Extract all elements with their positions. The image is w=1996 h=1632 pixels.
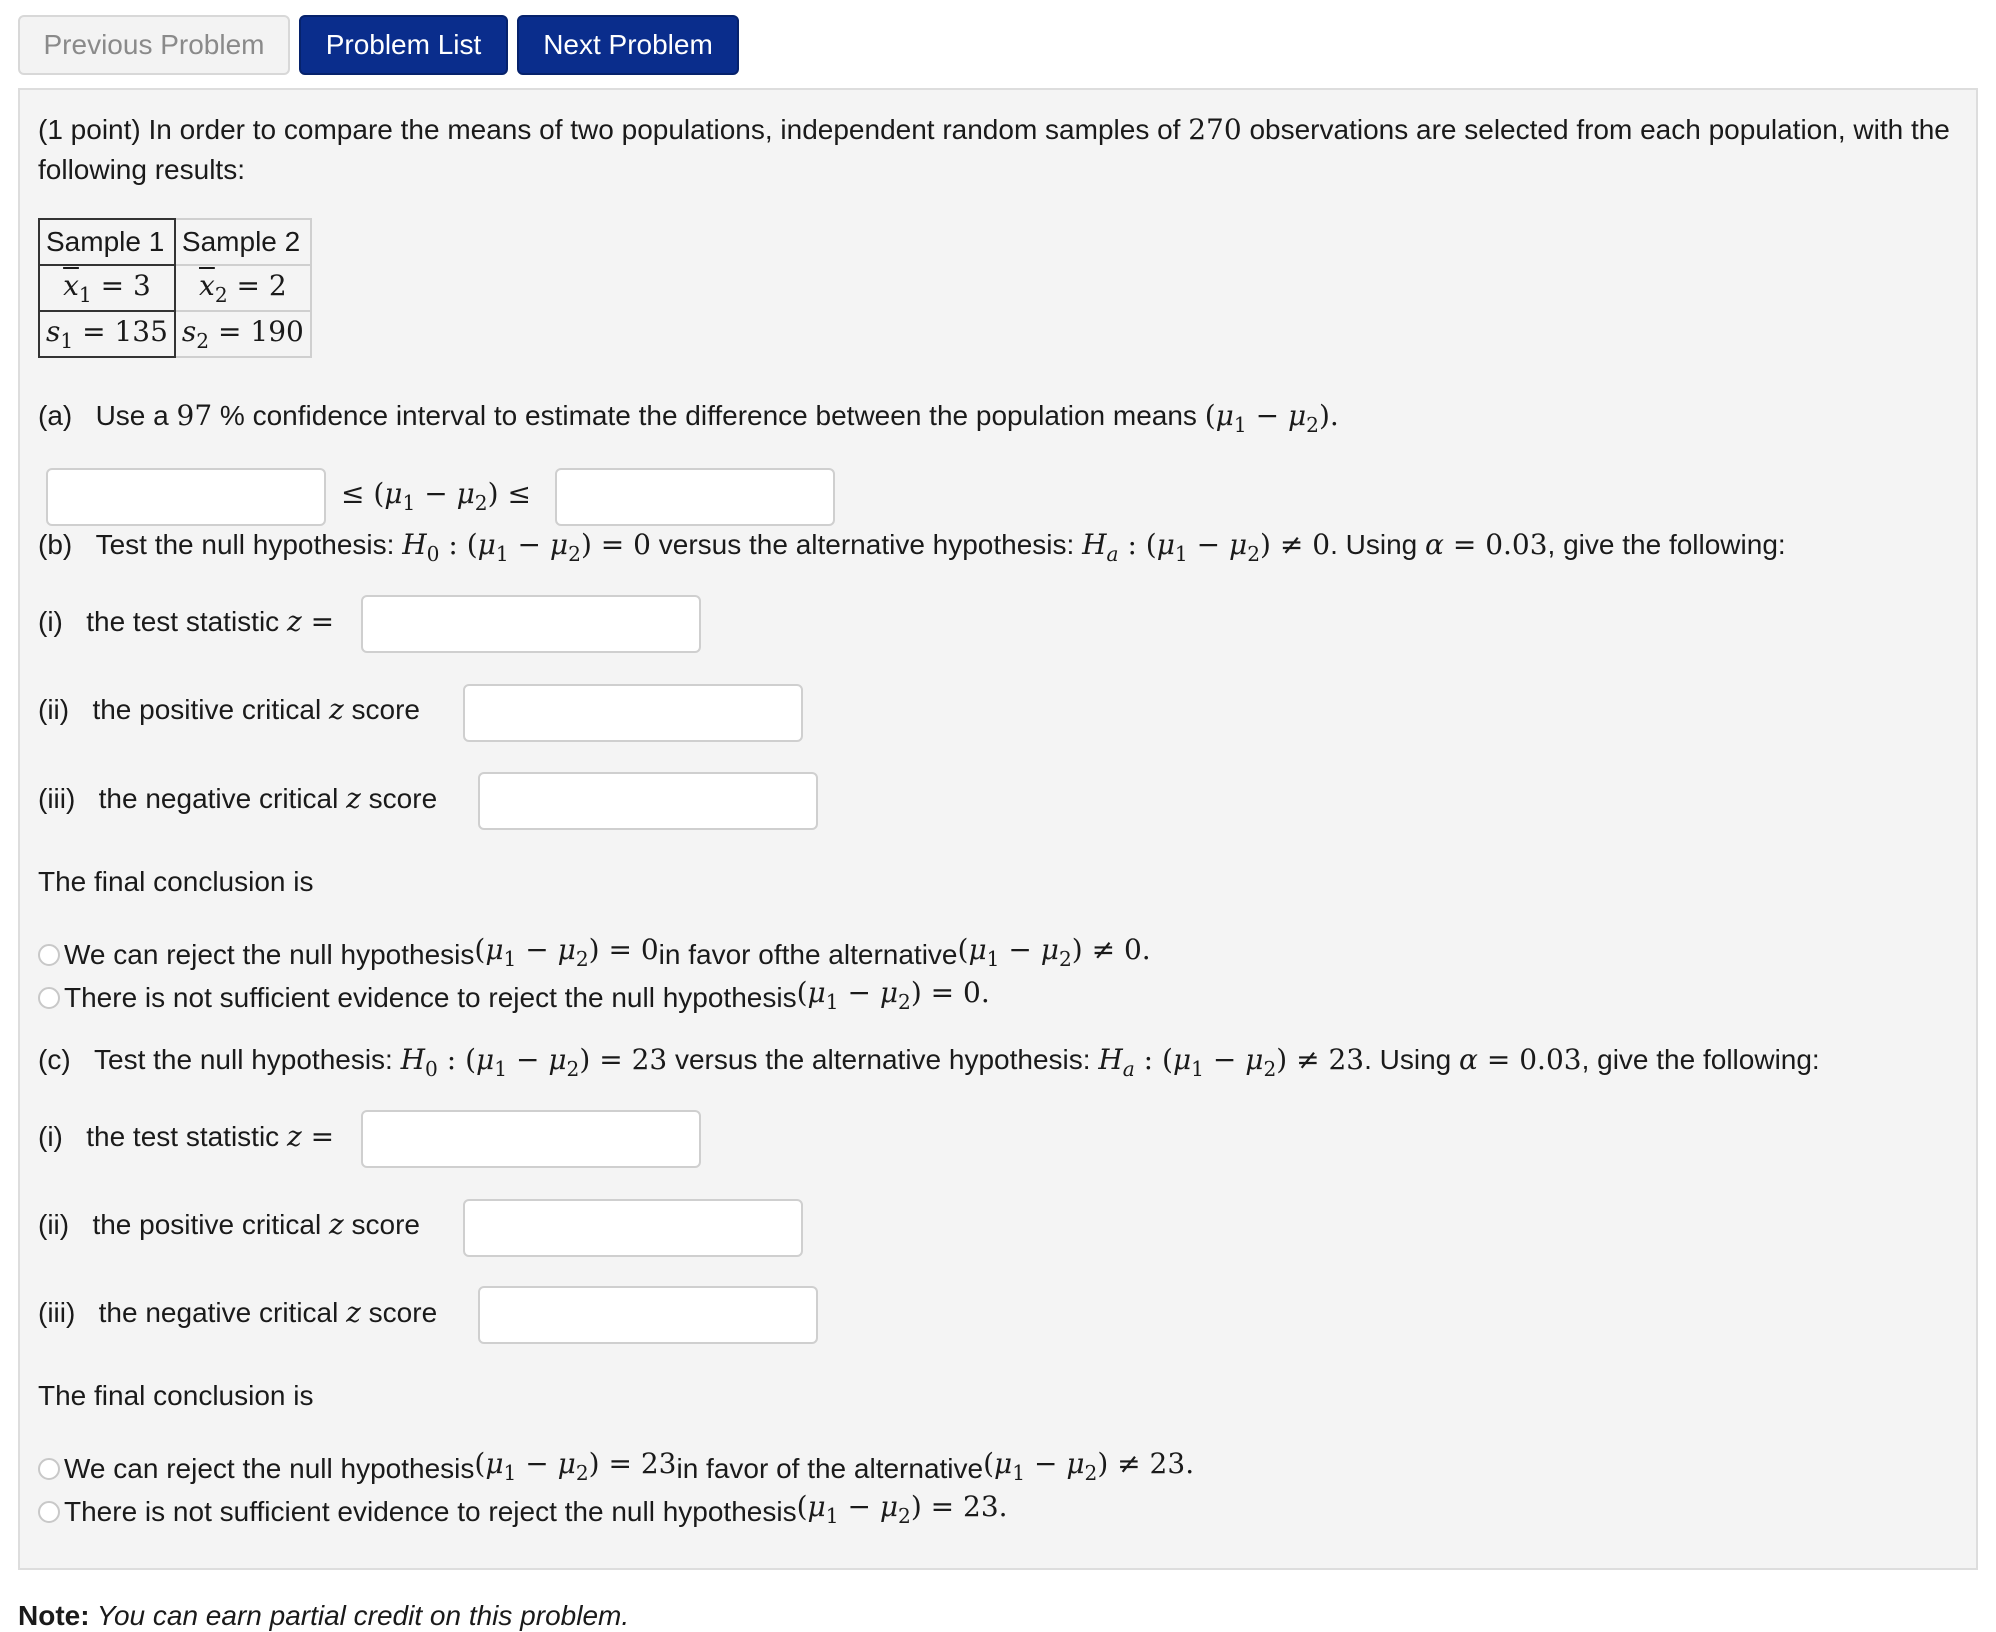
part-c-option-not-reject[interactable]: There is not sufficient evidence to reject the null hypothesis $(\mu_1 - \mu_2) = 23$. — [38, 1487, 1008, 1536]
table-header-sample-1: Sample 1 — [39, 219, 175, 265]
part-c-reject-radio[interactable] — [38, 1458, 60, 1480]
part-b-test-statistic-label: (i) the test statistic z = — [38, 605, 335, 638]
partial-credit-note: Note: You can earn partial credit on this problem. — [18, 1600, 630, 1631]
part-b-positive-critical-input[interactable] — [463, 684, 803, 742]
part-c-positive-critical-label: (ii) the positive critical z score — [38, 1208, 420, 1241]
part-b-reject-radio[interactable] — [38, 944, 60, 966]
next-problem-button[interactable]: Next Problem — [517, 15, 739, 75]
problem-list-button[interactable]: Problem List — [299, 15, 508, 75]
part-c-not-reject-radio[interactable] — [38, 1501, 60, 1523]
part-b-negative-critical-input[interactable] — [478, 772, 818, 830]
ci-lower-input[interactable] — [46, 468, 326, 526]
part-c-test-statistic-label: (i) the test statistic z = — [38, 1120, 335, 1153]
table-row — [39, 311, 311, 357]
table-header-sample-2: Sample 2 — [175, 219, 311, 265]
part-b-option-reject[interactable]: We can reject the null hypothesis $(\mu_1 - \mu_2) = 0$ in favor ofthe alternative $(\mu_1 - \mu_2) \ne 0$. — [38, 930, 1151, 979]
table-cell-s2: $s_2 = 190$ — [175, 311, 311, 357]
part-c-negative-critical-input[interactable] — [478, 1286, 818, 1344]
sample-table — [38, 218, 312, 358]
part-a-question: (a) Use a 97 % confidence interval to estimate the difference between the population means $(\mu_1 - \mu_2)$. — [38, 399, 1339, 438]
part-c-option-reject[interactable]: We can reject the null hypothesis $(\mu_1 - \mu_2) = 23$ in favor of the alternative $(\mu_1 - \mu_2) \ne 23$. — [38, 1444, 1194, 1493]
part-b-option-not-reject[interactable]: There is not sufficient evidence to reject the null hypothesis $(\mu_1 - \mu_2) = 0$. — [38, 973, 990, 1022]
previous-problem-button[interactable]: Previous Problem — [18, 15, 290, 75]
part-b-not-reject-radio[interactable] — [38, 987, 60, 1009]
table-row — [39, 265, 311, 311]
part-b-question: (b) Test the null hypothesis: $H_0$ : $(\mu_1 - \mu_2) = 0$ versus the alternative hypothesis: $H_a$ : $(\mu_1 - \mu_2) \ne 0$. Using α = 0.03, give the following: — [38, 528, 1786, 567]
problem-panel — [18, 88, 1978, 1570]
problem-intro: (1 point) In order to compare the means of two populations, independent random samples of 270 observations are selected from each population, with the following results: — [38, 113, 1950, 185]
part-c-test-statistic-input[interactable] — [361, 1110, 701, 1168]
part-b-test-statistic-input[interactable] — [361, 595, 701, 653]
table-cell-s1: $s_1 = 135$ — [39, 311, 175, 357]
part-c-question: (c) Test the null hypothesis: $H_0$ : $(\mu_1 - \mu_2) = 23$ versus the alternative hypothesis: $H_a$ : $(\mu_1 - \mu_2) \ne 23$. Using α = 0.03, give the following: — [38, 1043, 1820, 1082]
part-c-negative-critical-label: (iii) the negative critical z score — [38, 1296, 438, 1329]
part-b-positive-critical-label: (ii) the positive critical z score — [38, 693, 420, 726]
table-cell-xbar2: $\overline{x}_2 = 2$ — [175, 265, 311, 311]
ci-inequality: ≤ $(\mu_1 - \mu_2)$ ≤ — [341, 477, 531, 516]
part-b-conclusion-label: The final conclusion is — [38, 866, 314, 897]
table-row — [39, 219, 311, 265]
part-c-conclusion-label: The final conclusion is — [38, 1380, 314, 1411]
ci-upper-input[interactable] — [555, 468, 835, 526]
part-b-negative-critical-label: (iii) the negative critical z score — [38, 782, 438, 815]
table-cell-xbar1: $\overline{x}_1 = 3$ — [39, 265, 175, 311]
part-c-positive-critical-input[interactable] — [463, 1199, 803, 1257]
